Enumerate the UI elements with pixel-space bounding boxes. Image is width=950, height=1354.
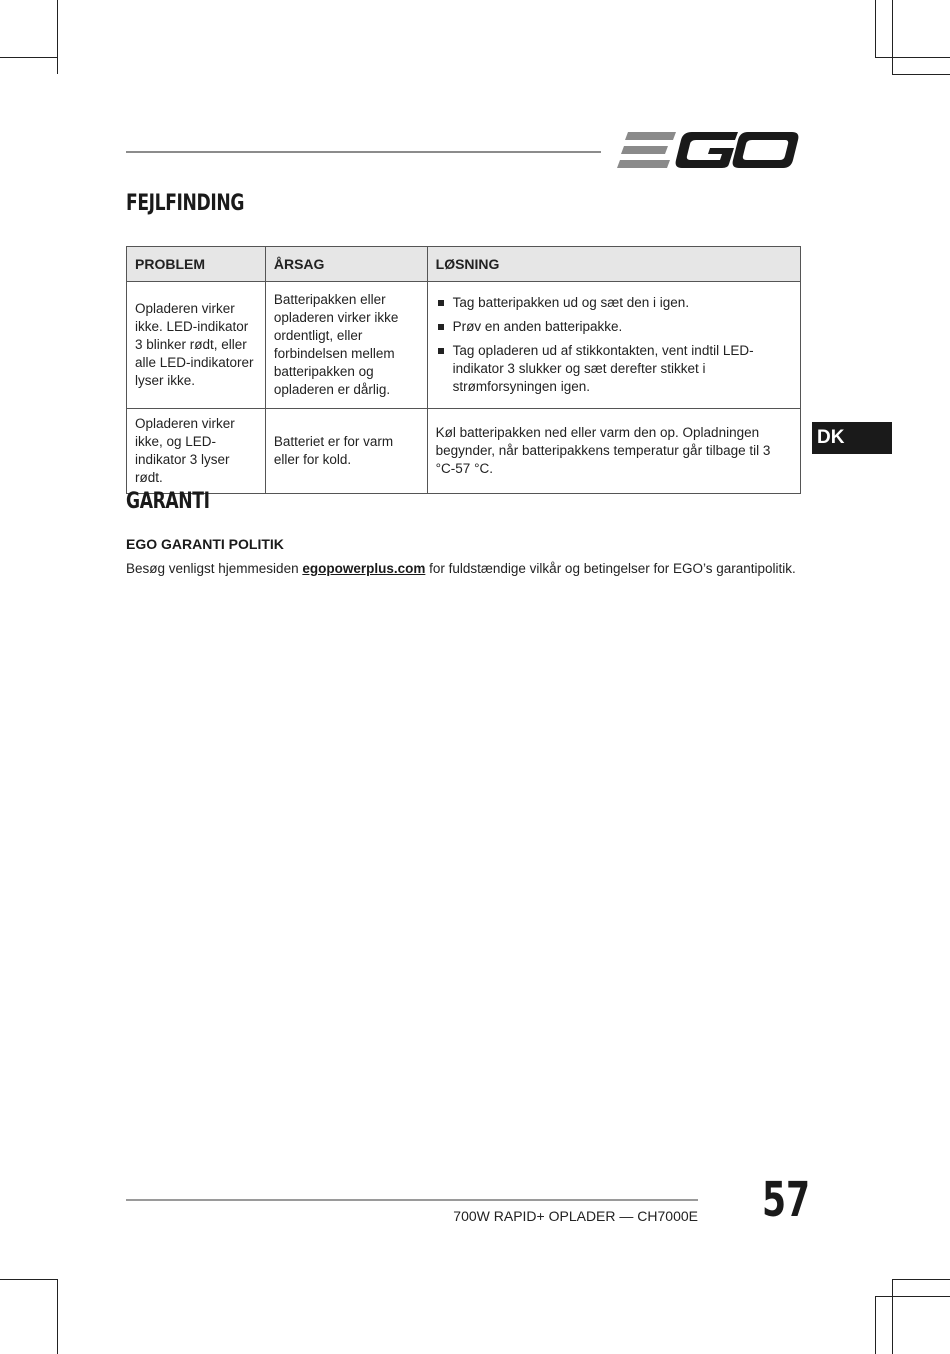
- crop-mark: [0, 1279, 57, 1280]
- header-rule: [126, 151, 601, 153]
- logo-o: [733, 132, 799, 168]
- table-header-row: [127, 247, 801, 282]
- cause-cell: Batteripakken eller opladeren virker ikke ordentligt, eller forbindelsen mellem batteripakken og opladeren er dårlig.: [265, 282, 427, 409]
- troubleshooting-table: [126, 246, 801, 494]
- column-header-problem: PROBLEM: [127, 247, 266, 282]
- warranty-subtitle: EGO GARANTI POLITIK: [126, 536, 284, 552]
- warranty-text-before: Besøg venligst hjemmesiden: [126, 561, 303, 576]
- ego-logo: [616, 128, 800, 172]
- logo-e-bar-top: [625, 132, 676, 140]
- footer-rule: [126, 1199, 698, 1201]
- crop-mark: [892, 1279, 950, 1280]
- solution-item: Tag batteripakken ud og sæt den i igen.: [436, 294, 792, 312]
- crop-mark: [0, 57, 57, 58]
- crop-mark: [875, 0, 876, 57]
- column-header-solution: LØSNING: [427, 247, 800, 282]
- solution-item: Prøv en anden batteripakke.: [436, 318, 792, 336]
- crop-mark: [892, 1279, 893, 1354]
- logo-g: [676, 132, 738, 168]
- warranty-text: [126, 561, 796, 576]
- warranty-text-after: for fuldstændige vilkår og betingelser for EGO’s garantipolitik.: [425, 561, 796, 576]
- crop-mark: [892, 0, 893, 74]
- language-tab: DK: [812, 422, 892, 454]
- column-header-cause: ÅRSAG: [265, 247, 427, 282]
- crop-mark: [875, 1296, 876, 1354]
- logo-e-bar-bottom: [617, 160, 670, 168]
- crop-mark: [875, 57, 950, 58]
- troubleshooting-title: FEJLFINDING: [126, 191, 245, 216]
- page-number: 57: [762, 1172, 811, 1228]
- logo-e-bar-mid: [621, 146, 668, 154]
- problem-cell: Opladeren virker ikke. LED-indikator 3 blinker rødt, eller alle LED-indikatorer lyser ikke.: [127, 282, 266, 409]
- solution-cell: [427, 282, 800, 409]
- crop-mark: [57, 1279, 58, 1354]
- problem-cell: Opladeren virker ikke, og LED-indikator 3 lyser rødt.: [127, 409, 266, 494]
- crop-mark: [875, 1296, 950, 1297]
- crop-mark: [892, 74, 950, 75]
- table-row: [127, 409, 801, 494]
- table-row: [127, 282, 801, 409]
- warranty-link[interactable]: egopowerplus.com: [302, 561, 426, 576]
- solution-list: [436, 294, 792, 396]
- solution-cell: Køl batteripakken ned eller varm den op. Opladningen begynder, når batteripakkens temperatur går tilbage til 3 °C-57 °C.: [427, 409, 800, 494]
- cause-cell: Batteriet er for varm eller for kold.: [265, 409, 427, 494]
- crop-mark: [57, 0, 58, 74]
- footer-product: 700W RAPID+ OPLADER — CH7000E: [453, 1208, 698, 1224]
- solution-item: Tag opladeren ud af stikkontakten, vent indtil LED-indikator 3 slukker og sæt derefter stikket i strømforsyningen igen.: [436, 342, 792, 396]
- warranty-title: GARANTI: [126, 489, 210, 514]
